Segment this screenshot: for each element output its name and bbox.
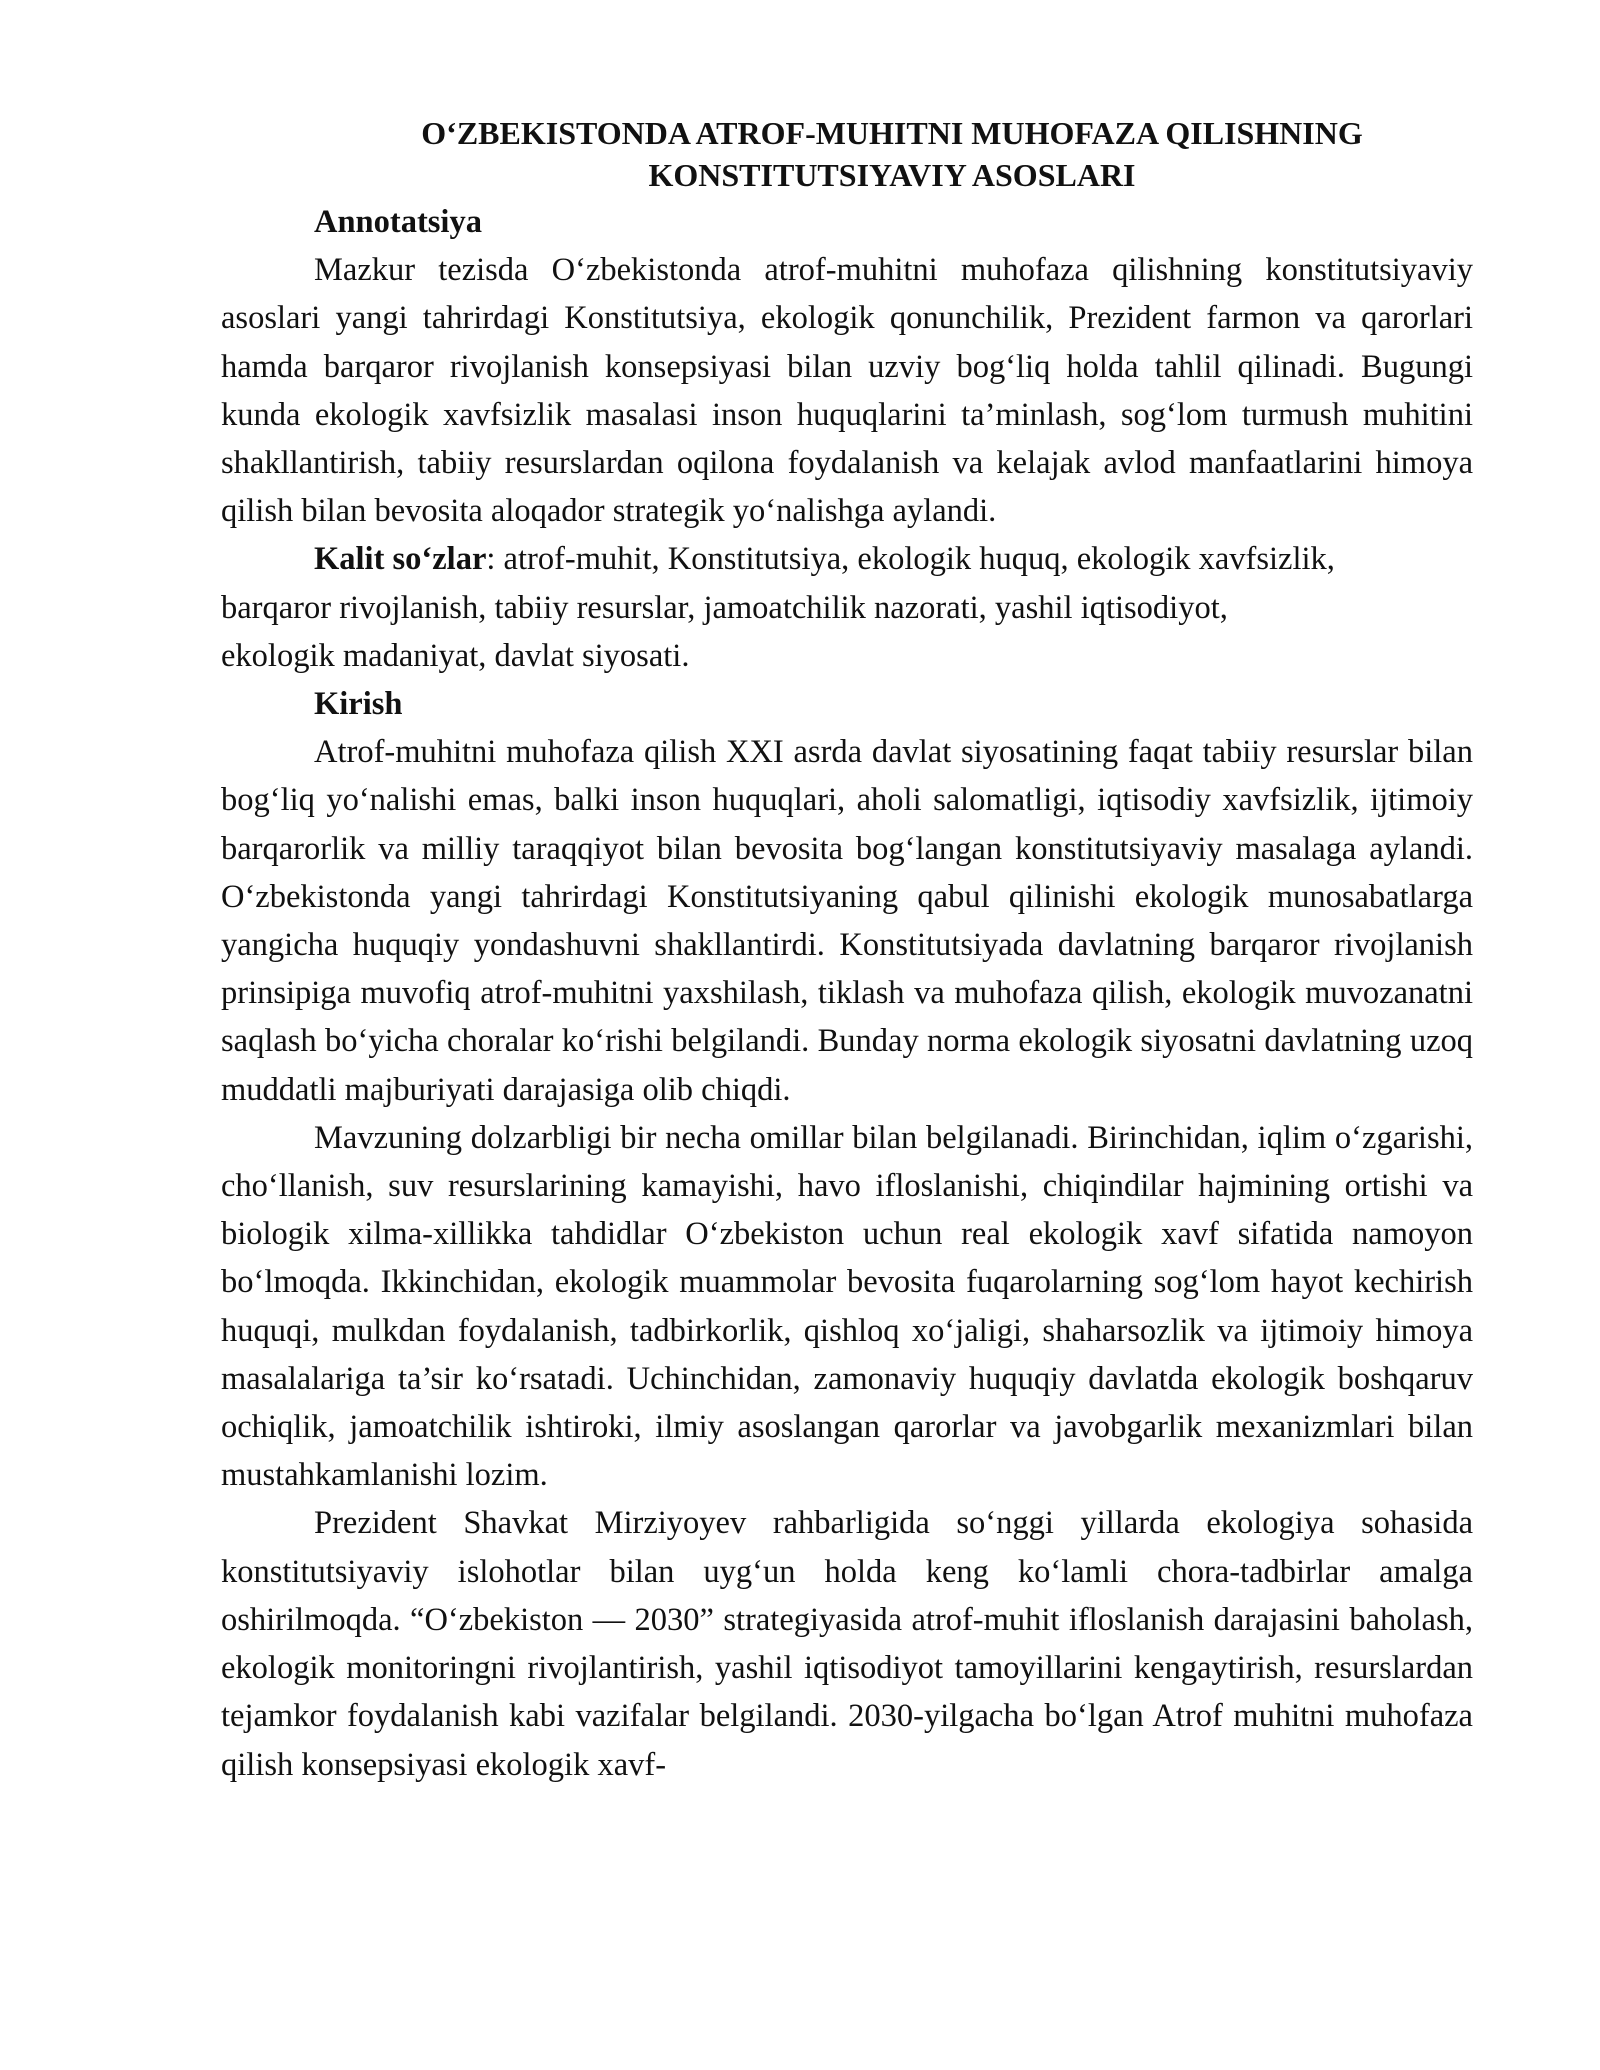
annotation-paragraph: Mazkur tezisda O‘zbekistonda atrof-muhitni muhofaza qilishning konstitutsiyaviy asoslari yangi tahrirdagi Konstitutsiya, ekologik qonunchilik, Prezident farmon va qarorlari hamda barqaror rivojlanish konsepsiyasi bilan uzviy bog‘liq holda tahlil qilinadi. Bugungi kunda ekologik xavfsizlik masalasi inson huquqlarini ta’minlash, sog‘lom turmush muhitini shakllantirish, tabiiy resurslardan oqilona foydalanish va kelajak avlod manfaatlarini himoya qilish bilan bevosita aloqador strategik yo‘nalishga aylandi. — [221, 252, 1473, 530]
intro-heading: Kirish — [314, 686, 403, 723]
title-line-1: O‘ZBEKISTONDA ATROF-MUHITNI MUHOFAZA QILISHNING — [421, 115, 1363, 151]
intro-paragraph-3: Prezident Shavkat Mirziyoyev rahbarligida so‘nggi yillarda ekologiya sohasida konstitutsiyaviy islohotlar bilan uyg‘un holda keng ko‘lamli chora-tadbirlar amalga oshirilmoqda. “O‘zbekiston — 2030” strategiyasida atrof-muhit ifloslanish darajasini baholash, ekologik monitoringni rivojlantirish, yashil iqtisodiyot tamoyillarini kengaytirish, resurslardan tejamkor foydalanish kabi vazifalar belgilandi. 2030-yilgacha bo‘lgan Atrof muhitni muhofaza qilish konsepsiyasi ekologik xavf- — [221, 1505, 1473, 1783]
title-line-2: KONSTITUTSIYAVIY ASOSLARI — [648, 157, 1136, 193]
keywords-paragraph — [221, 535, 1473, 680]
keywords-line-3: ekologik madaniyat, davlat siyosati. — [221, 637, 690, 674]
keywords-label: Kalit so‘zlar — [314, 541, 487, 578]
keywords-line-1: : atrof-muhit, Konstitutsiya, ekologik huquq, ekologik xavfsizlik, — [486, 541, 1335, 578]
document-body — [221, 112, 1473, 1789]
intro-paragraph-2: Mavzuning dolzarbligi bir necha omillar bilan belgilanadi. Birinchidan, iqlim o‘zgarishi, cho‘llanish, suv resurslarining kamayishi, havo ifloslanishi, chiqindilar hajmining ortishi va biologik xilma-xillikka tahdidlar O‘zbekiston uchun real ekologik xavf sifatida namoyon bo‘lmoqda. Ikkinchidan, ekologik muammolar bevosita fuqarolarning sog‘lom hayot kechirish huquqi, mulkdan foydalanish, tadbirkorlik, qishloq xo‘jaligi, shaharsozlik va ijtimoiy himoya masalalariga ta’sir ko‘rsatadi. Uchinchidan, zamonaviy huquqiy davlatda ekologik boshqaruv ochiqlik, jamoatchilik ishtiroki, ilmiy asoslangan qarorlar va javobgarlik mexanizmlari bilan mustahkamlanishi lozim. — [221, 1119, 1473, 1494]
annotation-heading: Annotatsiya — [314, 204, 482, 240]
keywords-line-2: barqaror rivojlanish, tabiiy resurslar, jamoatchilik nazorati, yashil iqtisodiyot, — [221, 589, 1228, 626]
document-title — [221, 112, 1473, 196]
intro-paragraph-1: Atrof-muhitni muhofaza qilish XXI asrda davlat siyosatining faqat tabiiy resurslar bilan bog‘liq yo‘nalishi emas, balki inson huquqlari, aholi salomatligi, iqtisodiy xavfsizlik, ijtimoiy barqarorlik va milliy taraqqiyot bilan bevosita bog‘langan konstitutsiyaviy masalaga aylandi. O‘zbekistonda yangi tahrirdagi Konstitutsiyaning qabul qilinishi ekologik munosabatlarga yangicha huquqiy yondashuvni shakllantirdi. Konstitutsiyada davlatning barqaror rivojlanish prinsipiga muvofiq atrof-muhitni yaxshilash, tiklash va muhofaza qilish, ekologik muvozanatni saqlash bo‘yicha choralar ko‘rishi belgilandi. Bunday norma ekologik siyosatni davlatning uzoq muddatli majburiyati darajasiga olib chiqdi. — [221, 734, 1473, 1108]
